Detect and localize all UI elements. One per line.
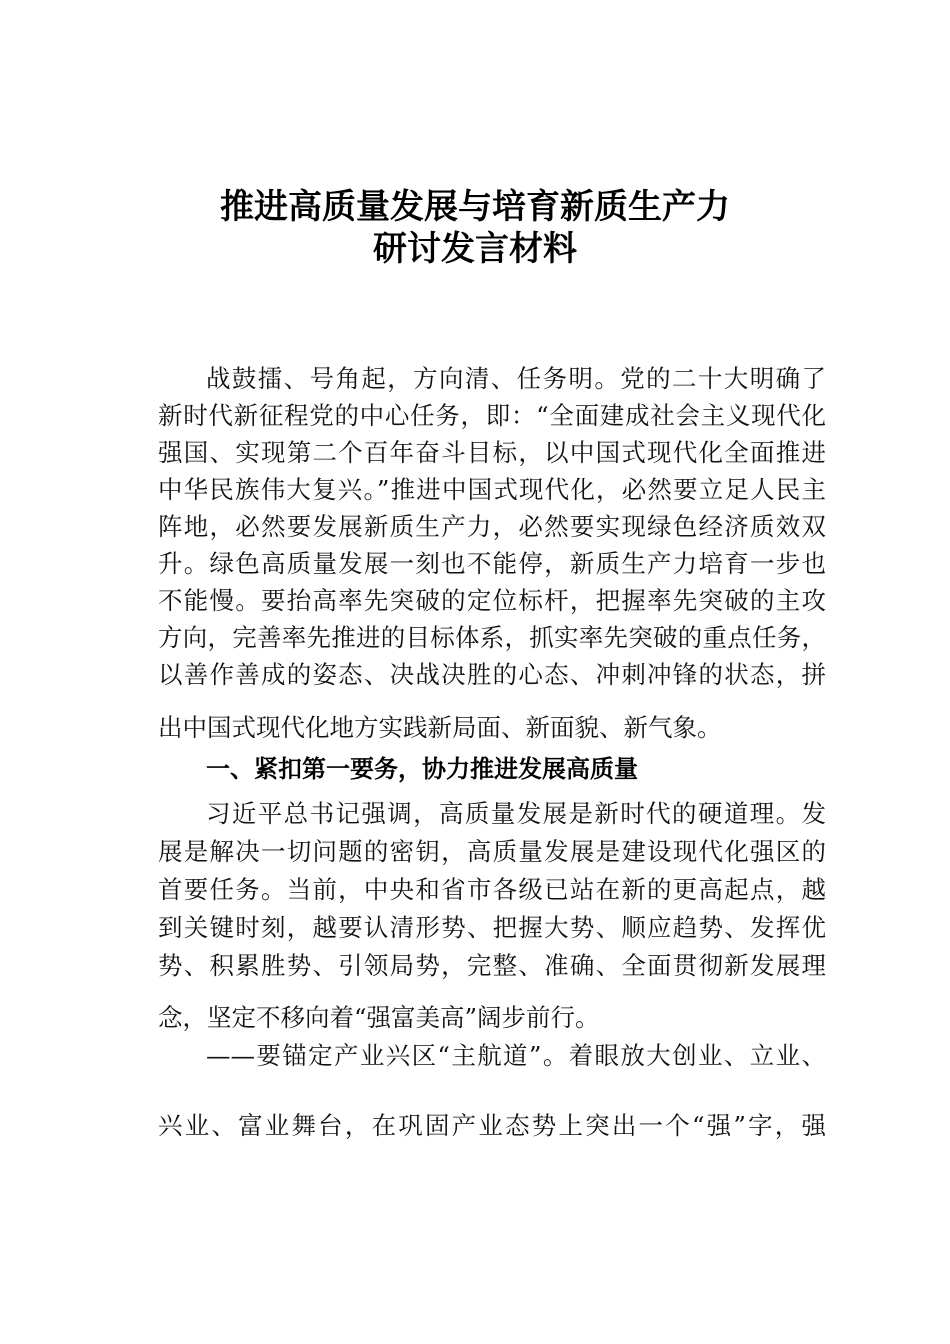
paragraph-2-line: 展是解决一切问题的密钥，高质量发展是建设现代化强区的 <box>158 837 826 866</box>
paragraph-2-line: 到关键时刻，越要认清形势、把握大势、顺应趋势、发挥优 <box>158 913 826 942</box>
paragraph-1-line: 不能慢。要抬高率先突破的定位标杆，把握率先突破的主攻 <box>158 586 826 615</box>
paragraph-1-line: 方向，完善率先推进的目标体系，抓实率先突破的重点任务， <box>158 623 826 652</box>
paragraph-3-line: ——要锚定产业兴区“主航道”。着眼放大创业、立业、 <box>206 1041 826 1070</box>
document-title-line-1: 推进高质量发展与培育新质生产力 <box>220 187 730 227</box>
paragraph-1-line: 战鼓擂、号角起，方向清、任务明。党的二十大明确了 <box>206 364 826 393</box>
paragraph-1-line: 出中国式现代化地方实践新局面、新面貌、新气象。 <box>158 713 722 742</box>
paragraph-2-line: 势、积累胜势、引领局势，完整、准确、全面贯彻新发展理 <box>158 951 826 980</box>
paragraph-1-line: 中华民族伟大复兴。”推进中国式现代化，必然要立足人民主 <box>158 475 826 504</box>
paragraph-3-line: 兴业、富业舞台，在巩固产业态势上突出一个“强”字，强 <box>158 1111 826 1140</box>
paragraph-2-line: 习近平总书记强调，高质量发展是新时代的硬道理。发 <box>206 799 826 828</box>
paragraph-1-line: 升。绿色高质量发展一刻也不能停，新质生产力培育一步也 <box>158 549 826 578</box>
paragraph-1-line: 强国、实现第二个百年奋斗目标，以中国式现代化全面推进 <box>158 438 826 467</box>
paragraph-2-line: 念，坚定不移向着“强富美高”阔步前行。 <box>158 1003 600 1032</box>
section-heading-1: 一、紧扣第一要务，协力推进发展高质量 <box>206 755 638 783</box>
paragraph-1-line: 新时代新征程党的中心任务，即：“全面建成社会主义现代化 <box>158 401 826 430</box>
document-title-line-2: 研讨发言材料 <box>373 229 577 269</box>
paragraph-2-line: 首要任务。当前，中央和省市各级已站在新的更高起点，越 <box>158 875 826 904</box>
paragraph-1-line: 以善作善成的姿态、决战决胜的心态、冲刺冲锋的状态，拼 <box>158 660 826 689</box>
paragraph-1-line: 阵地，必然要发展新质生产力，必然要实现绿色经济质效双 <box>158 512 826 541</box>
